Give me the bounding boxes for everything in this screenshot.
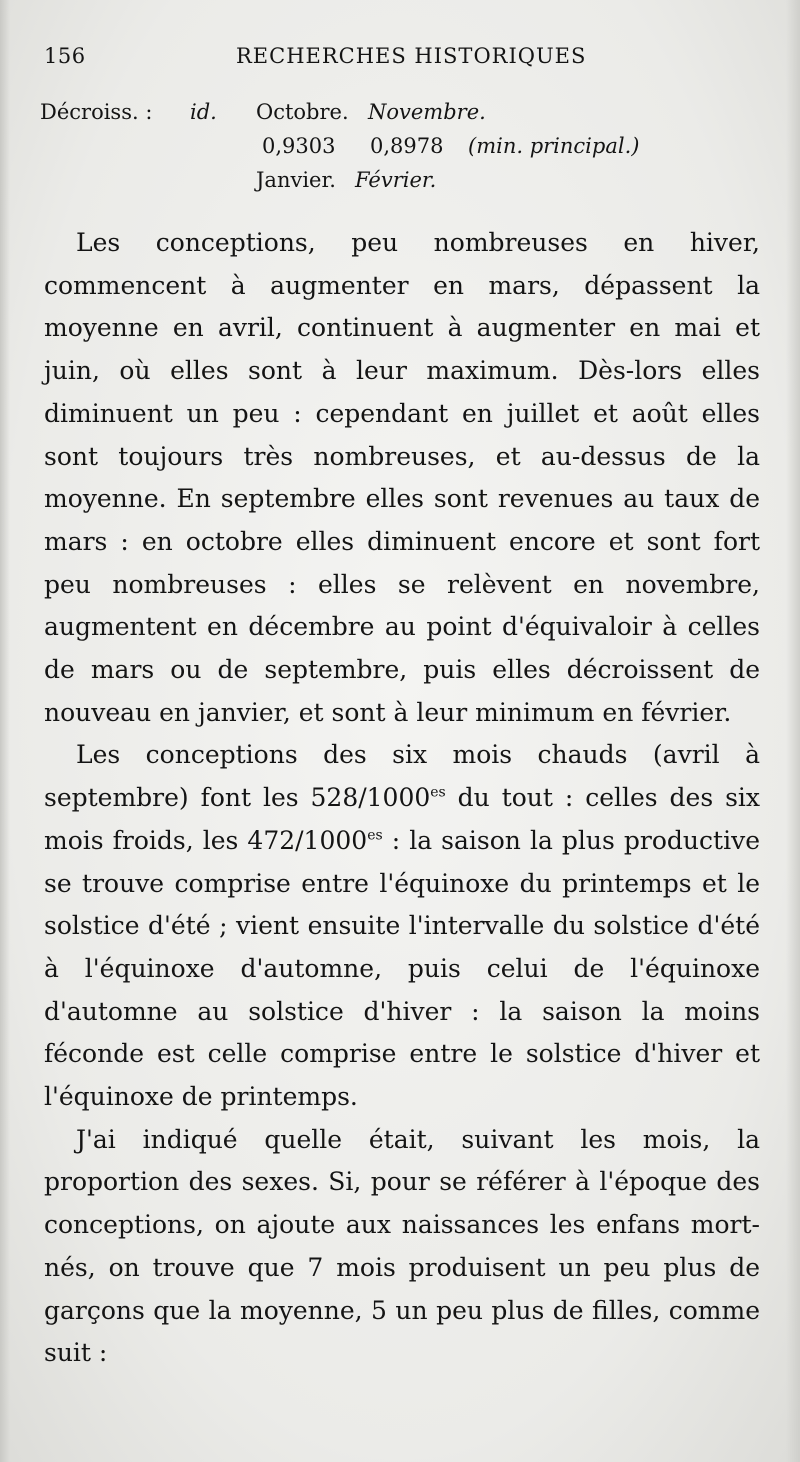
body-text [44,222,760,1375]
running-title: RECHERCHES HISTORIQUES [236,44,587,68]
paragraph-warm-cold-months [44,734,760,1118]
table-month-february: Février. [355,168,437,192]
running-head [44,44,760,74]
table-month-january: Janvier. [256,168,336,192]
table-value-october: 0,9303 [262,134,336,158]
paragraph-text: : la saison la plus productive se trouve comprise entre l'équinoxe du printemps et le solstice d'été ; vient ensuite l'intervalle du solstice d'été à l'équinoxe d'automne, puis celui de l'équinoxe d'automne au solstice d'hiver : la saison la moins féconde est celle comprise entre le solstice d'hiver et l'équinoxe de printemps. [44,825,760,1112]
paragraph-conceptions-by-month: Les conceptions, peu nombreuses en hiver, commencent à augmenter en mars, dépassent la moyenne en avril, continuent à augmenter en mai et juin, où elles sont à leur maximum. Dès-lors elles diminuent un peu : cependant en juillet et août elles sont toujours très nombreuses, et au-dessus de la moyenne. En septembre elles sont revenues au taux de mars : en octobre elles diminuent encore et sont fort peu nombreuses : elles se relèvent en novembre, augmentent en décembre au point d'équivaloir à celles de mars ou de septembre, puis elles décroissent de nouveau en janvier, et sont à leur minimum en février. [44,228,760,727]
paragraph-text: du tout : celles des six mois froids, les 472/1000 [44,783,760,855]
table-note-min-principal: (min. principal.) [468,134,640,158]
page-edge-shadow-right [786,0,800,1462]
paragraph-text: Les conceptions des six mois chauds (avril à septembre) font les 528/1000 [44,740,760,813]
table-month-november: Novembre. [368,100,486,124]
table-value-november: 0,8978 [370,134,444,158]
table-row-label: Décroiss. : [40,100,153,124]
table-id-abbrev: id. [190,100,217,124]
ordinal-suffix: es [367,827,383,844]
page-edge-shadow-left [0,0,10,1462]
paragraph-sex-proportion: J'ai indiqué quelle était, suivant les mois, la proportion des sexes. Si, pour se référer à l'époque des conceptions, on ajoute aux naissances les enfans mort-nés, on trouve que 7 mois produisent un peu plus de garçons que la moyenne, 5 un peu plus de filles, comme suit : [44,1124,760,1368]
table-month-october: Octobre. [256,100,349,124]
ordinal-suffix: es [430,784,446,801]
page-number: 156 [44,44,86,68]
